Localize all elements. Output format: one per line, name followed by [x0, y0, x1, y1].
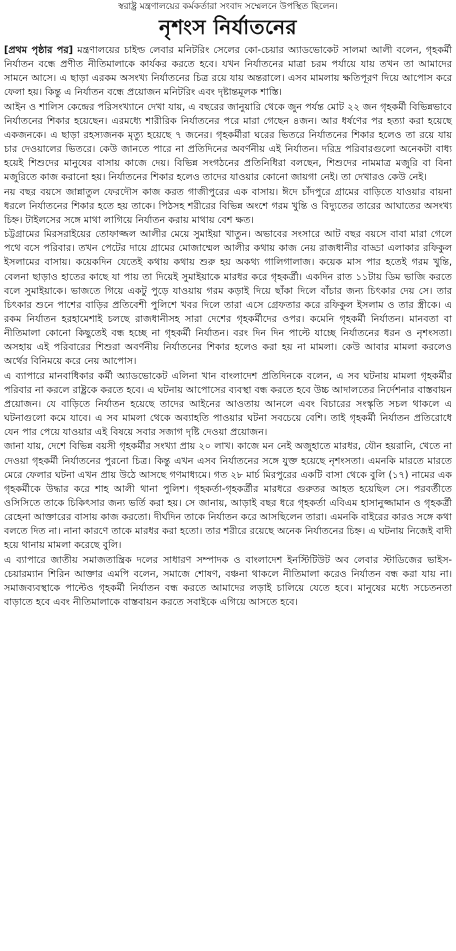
article-paragraph-5: এ ব্যাপারে মানবাধিকার কর্মী অ্যাডভোকেট এলিনা খান বাংলাদেশ প্রতিদিনকে বলেন, এ সব ঘটনায় মামলা গৃহকর্মীর পরিবার না করলে রাষ্ট্রকে করতে হবে। এ ঘটনায় আপোসের ব্যবস্থা বন্ধ করতে হবে উচ্চ আদালতের নির্দেশনার বাস্তবায়ন প্রয়োজন। যে বাড়িতে নির্যাতন হয়েছে তাদের আইনের আওতায় আনলে এবং বিচারের সংস্কৃতি সচল থাকলে এ ঘটনাগুলো কমে যাবে। এ সব মামলা থেকে অব্যাহতি পাওয়ার ঘটনা সবচেয়ে বেশি। তাই গৃহকর্মী নির্যাতন প্রতিরোধে যেন পার পেয়ে যাওয়ার এই বিষয়ে সবার সজাগ দৃষ্টি দেওয়া প্রয়োজন। [4, 370, 452, 439]
article-paragraph-4: চট্টগ্রামের মিরসরাইয়ের তোফাজ্জল আলীর মেয়ে সুমাইয়া খাতুন। অভাবের সংসারে আট বছর বয়সে বাবা মারা গেলে পথে বসে পরিবার। তখন পেটের দায়ে গ্রামের মোজাম্মেল আলীর কথায় কাজ নেয় রাজধানীর বাড্ডা এলাকার রফিকুল ইসলামের বাসায়। কয়েকদিন যেতেই কথায় কথায় শুরু হয় অকথ্য গালিগালাজ। কয়েক মাস পার হতেই গরম খুন্তি, বেলনা ছাড়াও হাতের কাছে যা পায় তা দিয়েই সুমাইয়াকে মারধর করে গৃহকর্ত্রী। একদিন রাত ১১টায় ডিম ভাজি করতে বলে সুমাইয়াকে। ভাজতে গিয়ে একটু পুড়ে যাওয়ায় গরম কড়াই দিয়ে ছাঁকা দিলে বাঁচার জন্য চিৎকার দেয় সে। তার চিৎকার শুনে পাশের বাড়ির প্রতিবেশী পুলিশে খবর দিলে তারা এসে গ্রেফতার করে রফিকুল ইসলাম ও তার স্ত্রীকে। এ রকম নির্যাতন হরহামেশাই চলছে রাজধানীসহ সারা দেশের গৃহকর্মীদের ওপর। কমেনি গৃহকর্মী নির্যাতন। মানবতা বা নীতিমালা কোনো কিছুতেই বন্ধ হচ্ছে না গৃহকর্মী নির্যাতন। বরং দিন দিন পাল্টে যাচ্ছে নির্যাতনের ধরন ও নৃশংসতা। অসহায় এই পরিবারের শিশুরা অবর্ণনীয় নির্যাতনের শিকার হলেও করা হয় না মামলা। কেউ আবার মামলা করলেও অর্থের বিনিময়ে করে নেয় আপোস। [4, 229, 452, 368]
article-body [4, 44, 452, 610]
continuation-label: [প্রথম পৃষ্ঠার পর] [4, 45, 74, 56]
article-paragraph-2: আইন ও শালিস কেন্দ্রের পরিসংখ্যানে দেখা যায়, এ বছরের জানুয়ারি থেকে জুন পর্যন্ত মোট ২২ জন গৃহকর্মী বিভিন্নভাবে নির্যাতনের শিকার হয়েছেন। এরমধ্যে শারীরিক নির্যাতনের পরে মারা গেছেন ৪জন। আর ধর্ষণের পর হত্যা করা হয়েছে একজনকে। এ ছাড়া রহস্যজনক মৃত্যু হয়েছে ৭ জনের। গৃহকর্মীরা ঘরের ভিতরে নির্যাতনের শিকার হলেও তা রয়ে যায় চার দেওয়ালের ভিতরে। কেউ জানতে পারে না প্রতিদিনের অবর্ণনীয় এই নির্যাতন। দরিদ্র পরিবারগুলো অনেকটা বাধ্য হয়েই শিশুদের মানুষের বাসায় কাজে দেয়। বিভিন্ন সংগঠনের প্রতিনিধিরা বলছেন, শিশুদের নামমাত্র মজুরি বা বিনা মজুরিতে কাজ করানো হয়। নির্যাতনের শিকার হলেও তাদের যাওয়ার কোনো জায়গা নেই। তা দেখারও কেউ নেই। [4, 101, 452, 184]
article-paragraph-6: জানা যায়, দেশে বিভিন্ন বয়সী গৃহকর্মীর সংখ্যা প্রায় ২০ লাখ। কাজে মন নেই অজুহাতে মারধর, যৌন হয়রানি, খেতে না দেওয়া গৃহকর্মী নির্যাতনের পুরনো চিত্র। কিন্তু এখন এসব নির্যাতনের সঙ্গে যুক্ত হয়েছে নৃশংসতা। এমনকি মারতে মারতে মেরে ফেলার ঘটনা এখন প্রায় উঠে আসছে গণমাধ্যমে। গত ২৮ মার্চ মিরপুরের একটি বাসা থেকে বুলি (১৭) নামের এক গৃহকর্মীকে উদ্ধার করে শাহ আলী থানা পুলিশ। গৃহকর্তা-গৃহকর্ত্রীর মারধরে গুরুতর আহত হয়েছিল সে। পরবর্তীতে ওসিসিতে তাকে চিকিৎসার জন্য ভর্তি করা হয়। সে জানায়, আড়াই বছর ধরে গৃহকর্তা এবিএম হাসানুজ্জামান ও গৃহকর্ত্রী রেহেনা আক্তারের বাসায় কাজ করতো। দীর্ঘদিন তাকে নির্যাতন করে আসছিলেন তারা। এমনকি বাইরের কারও সঙ্গে কথা বলতে দিত না। নানা কারণে তাকে মারধর করা হতো। তার শরীরে রয়েছে অনেক নির্যাতনের চিহ্ন। এ ঘটনায় নিজেই বাদী হয়ে থানায় মামলা করেছে বুলি। [4, 441, 452, 552]
article-paragraph-1 [4, 44, 452, 101]
article-headline: নৃশংস নির্যাতনের [158, 15, 298, 39]
paragraph-text: মন্ত্রণালয়ের চাইল্ড লেবার মনিটরিং সেলের কো-চেয়ার অ্যাডভোকেট সালমা আলী বলেন, গৃহকর্মী নির্যাতন বন্ধে প্রণীত নীতিমালাকে কার্যকর করতে হবে। যখন নির্যাতনের মাত্রা চরম পর্যায়ে যায় তখন তা আমাদের সামনে আসে। এ ছাড়া এরকম অসংখ্য নির্যাতনের চিত্র রয়ে যায় অন্তরালে। এসব মামলায় ক্ষতিপূরণ দিয়ে আপোস করে ফেলা হয়। কিন্তু এ নির্যাতন বন্ধে প্রয়োজন মনিটরিং এবং দৃষ্টান্তমূলক শাস্তি। [4, 45, 452, 99]
article-paragraph-7: এ ব্যাপারে জাতীয় সমাজতান্ত্রিক দলের সাধারণ সম্পাদক ও বাংলাদেশ ইনস্টিটিউট অব লেবার স্টাডিজের ভাইস- চেয়ারম্যান শিরিন আক্তার এমপি বলেন, সমাজে শোষণ, বঞ্চনা থাকলে নীতিমালা করেও নির্যাতন বন্ধ করা যায় না। সমাজব্যবস্থাকে পাল্টেও গৃহকর্মী নির্যাতন বন্ধ করতে আমাদের লড়াই চালিয়ে যেতে হবে। মানুষের মধ্যে সচেতনতা বাড়াতে হবে এবং নীতিমালাকে বাস্তবায়ন করতে সবাইকে এগিয়ে আসতে হবে। [4, 554, 452, 609]
previous-column-fragment: স্বরাষ্ট্র মন্ত্রণালয়ের কর্মকর্তারা সংবাদ সম্মেলনে উপস্থিত ছিলেন। [118, 2, 338, 12]
article-paragraph-3: নয় বছর বয়সে জান্নাতুল ফেরদৌস কাজ করত গাজীপুরের এক বাসায়। ঈদে চাঁদপুরে গ্রামের বাড়িতে যাওয়ার বায়না ধরলে নির্যাতনের শিকার হতে হয় তাকে। পিঠসহ শরীরের বিভিন্ন অংশে গরম খুন্তি ও বিদ্যুতের তারের আঘাতের অসংখ্য চিহ্ন। টাইলসের সঙ্গে মাথা লাগিয়ে নির্যাতন করায় মাথায় বেশ ক্ষত। [4, 186, 452, 226]
